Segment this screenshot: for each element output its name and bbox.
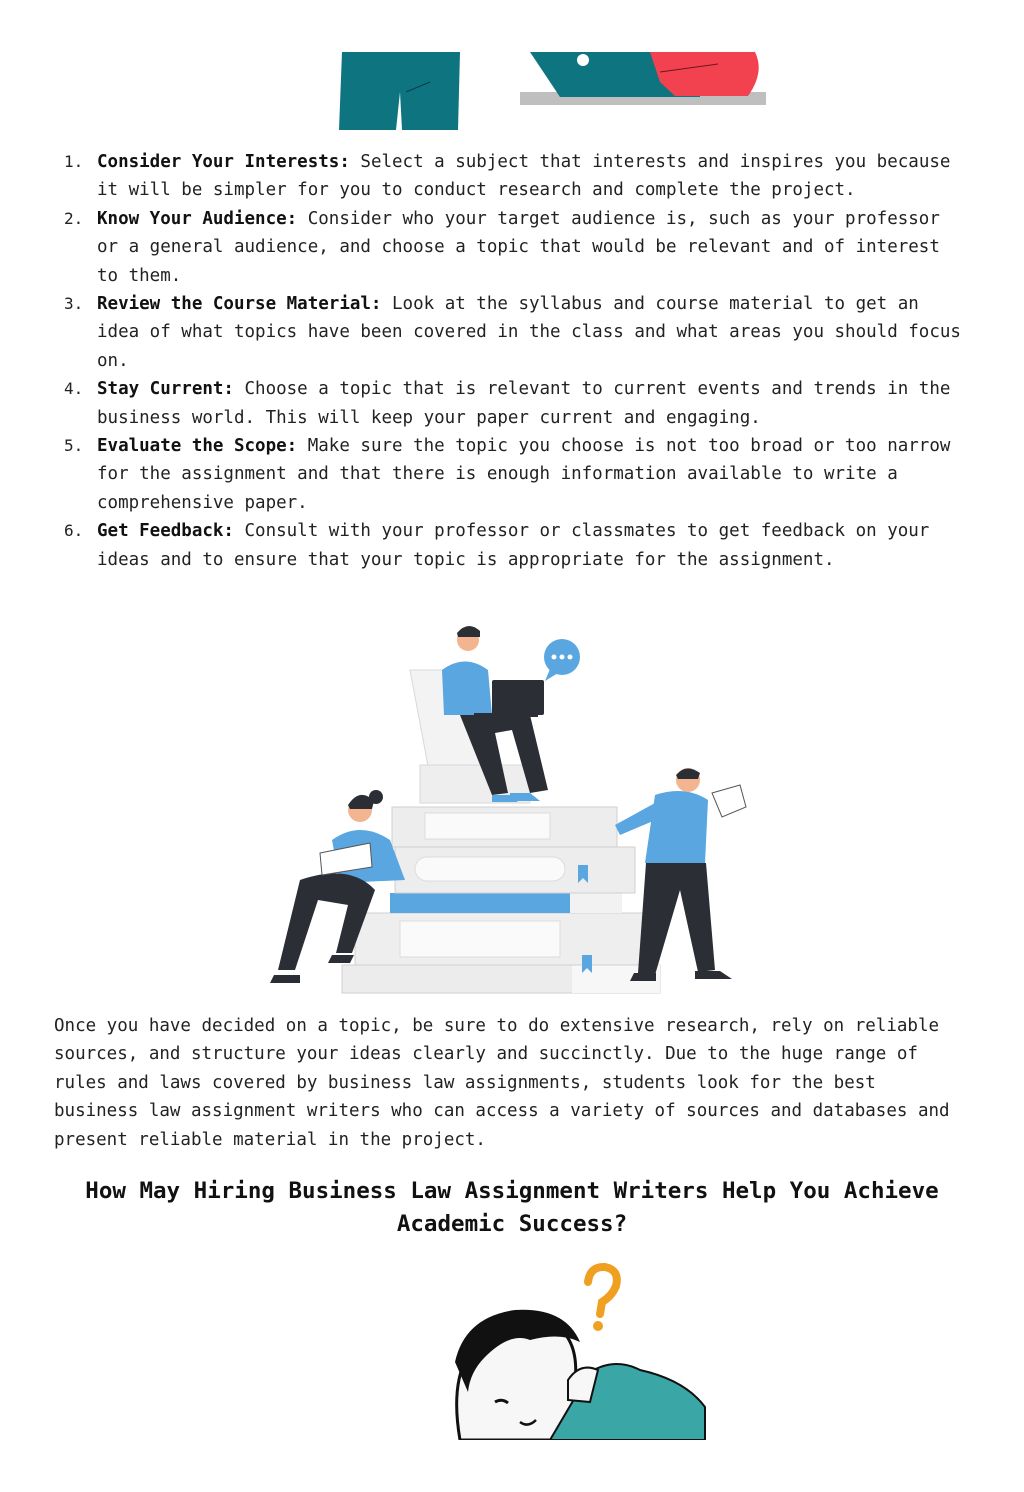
raised-arm: [550, 1364, 705, 1440]
top-illustration: [330, 52, 780, 132]
laptop-desk-figure: [520, 52, 766, 105]
teal-legs-figure: [339, 52, 460, 130]
item-title: Consider Your Interests:: [97, 152, 350, 172]
item-title: Evaluate the Scope:: [97, 436, 298, 457]
item-title: Get Feedback:: [97, 521, 234, 542]
item-title: Review the Course Material:: [97, 294, 382, 315]
list-item: [52, 290, 962, 375]
list-item: [52, 375, 962, 432]
item-number: 6.: [64, 521, 84, 541]
question-mark-icon: [588, 1267, 617, 1331]
body-paragraph: Once you have decided on a topic, be sure to do extensive research, rely on reliable sources, and structure your ideas clearly and succinctly. Due to the huge range of rules and laws covered by business law assignments, students look for the best business law assignment writers who can access a variety of sources and databases and present reliable material in the project.: [54, 1016, 950, 1150]
students-books-illustration: [260, 615, 760, 1000]
item-title: Stay Current:: [97, 379, 234, 400]
list-item: [52, 148, 962, 205]
item-title: Know Your Audience:: [97, 208, 298, 229]
item-number: 4.: [64, 379, 84, 399]
item-text: Consult with your professor or classmates to get feedback on your ideas and to ensure that your topic is appropriate for the assignment.: [97, 521, 930, 570]
item-text: Consider who your target audience is, such as your professor or a general audience, and choose a topic that would be relevant and of interest to them.: [97, 208, 940, 286]
item-text: Look at the syllabus and course material to get an idea of what topics have been covered in the class and what areas you should focus on.: [97, 294, 961, 371]
item-text: Select a subject that interests and inspires you because it will be simpler for you to conduct research and complete the project.: [97, 152, 951, 201]
chat-bubble-icon: [544, 639, 580, 681]
item-number: 5.: [64, 436, 84, 456]
confused-person-illustration: [440, 1262, 720, 1440]
item-number: 1.: [64, 152, 84, 171]
book-stack: [342, 807, 660, 993]
list-item: [52, 432, 962, 517]
item-text: Make sure the topic you choose is not too broad or too narrow for the assignment and that there is enough information available to write a comprehensive paper.: [97, 436, 951, 513]
item-text: Choose a topic that is relevant to current events and trends in the business world. This will keep your paper current and engaging.: [97, 379, 951, 428]
item-number: 3.: [64, 294, 84, 314]
list-item: [52, 205, 962, 290]
item-number: 2.: [64, 208, 84, 228]
tips-list: [52, 148, 962, 574]
list-item: [52, 517, 962, 574]
section-heading: How May Hiring Business Law Assignment Writers Help You Achieve Academic Success?: [85, 1178, 939, 1237]
